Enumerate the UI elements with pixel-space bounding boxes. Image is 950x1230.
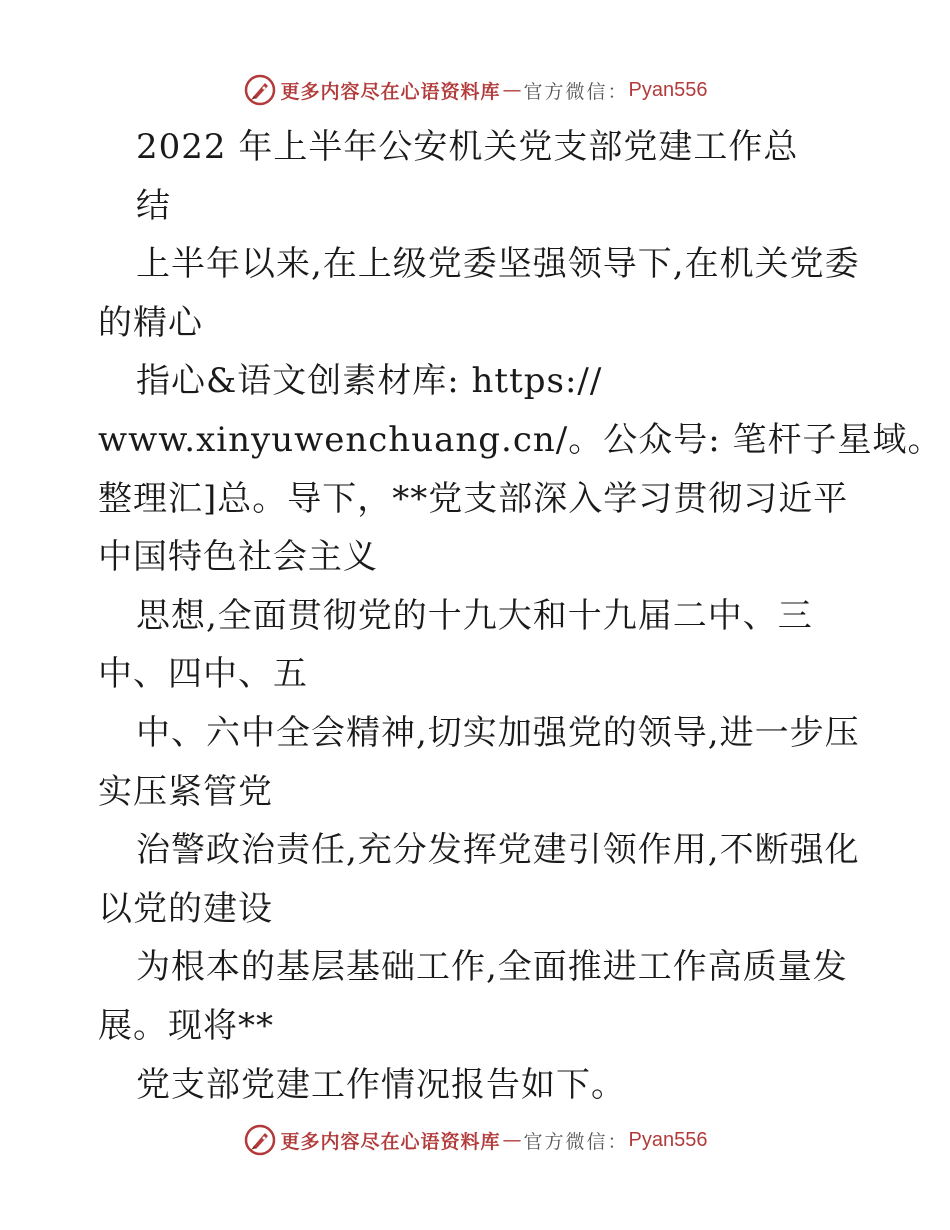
paragraph-line: 以党的建设 (98, 888, 273, 929)
paragraph-line: 中国特色社会主义 (98, 537, 378, 578)
paragraph-line: 展。现将** (98, 1005, 274, 1046)
watermark-main-text: 更多内容尽在心语资料库 (280, 1130, 501, 1153)
watermark-main-text: 更多内容尽在心语资料库 (280, 80, 501, 103)
footer-watermark (0, 1120, 950, 1160)
watermark-label: 官方微信： (523, 1130, 629, 1153)
header-watermark (0, 70, 950, 110)
paragraph-line: 中、四中、五 (98, 654, 308, 695)
paragraph-line: 指心&语文创素材库: https:// (136, 361, 603, 402)
watermark-dash: — (502, 79, 522, 101)
paragraph-line: 党支部党建工作情况报告如下。 (136, 1064, 626, 1105)
watermark-account: Pyan556 (628, 78, 708, 101)
paragraph-line: 思想,全面贯彻党的十九大和十九届二中、三 (136, 595, 813, 636)
paragraph-line: 的精心 (98, 302, 203, 343)
watermark-account: Pyan556 (628, 1128, 708, 1151)
document-title-line-2: 结 (136, 185, 171, 226)
pen-nib-icon (243, 73, 277, 107)
paragraph-line: 中、六中全会精神,切实加强党的领导,进一步压 (136, 712, 860, 753)
watermark-label: 官方微信： (523, 80, 629, 103)
document-title-line-1: 2022 年上半年公安机关党支部党建工作总 (136, 127, 799, 167)
paragraph-line: 整理汇]总。导下，**党支部深入学习贯彻习近平 (98, 478, 849, 519)
paragraph-line: 上半年以来,在上级党委坚强领导下,在机关党委 (136, 244, 860, 285)
watermark-dash: — (502, 1129, 522, 1151)
paragraph-line: 为根本的基层基础工作,全面推进工作高质量发 (136, 947, 848, 988)
paragraph-line: www.xinyuwenchuang.cn/。公众号: 笔杆子星域。 (98, 419, 943, 460)
document-body (98, 118, 943, 1114)
paragraph-line: 治警政治责任,充分发挥党建引领作用,不断强化 (136, 830, 860, 871)
pen-nib-icon (243, 1123, 277, 1157)
paragraph-line: 实压紧管党 (98, 771, 273, 812)
